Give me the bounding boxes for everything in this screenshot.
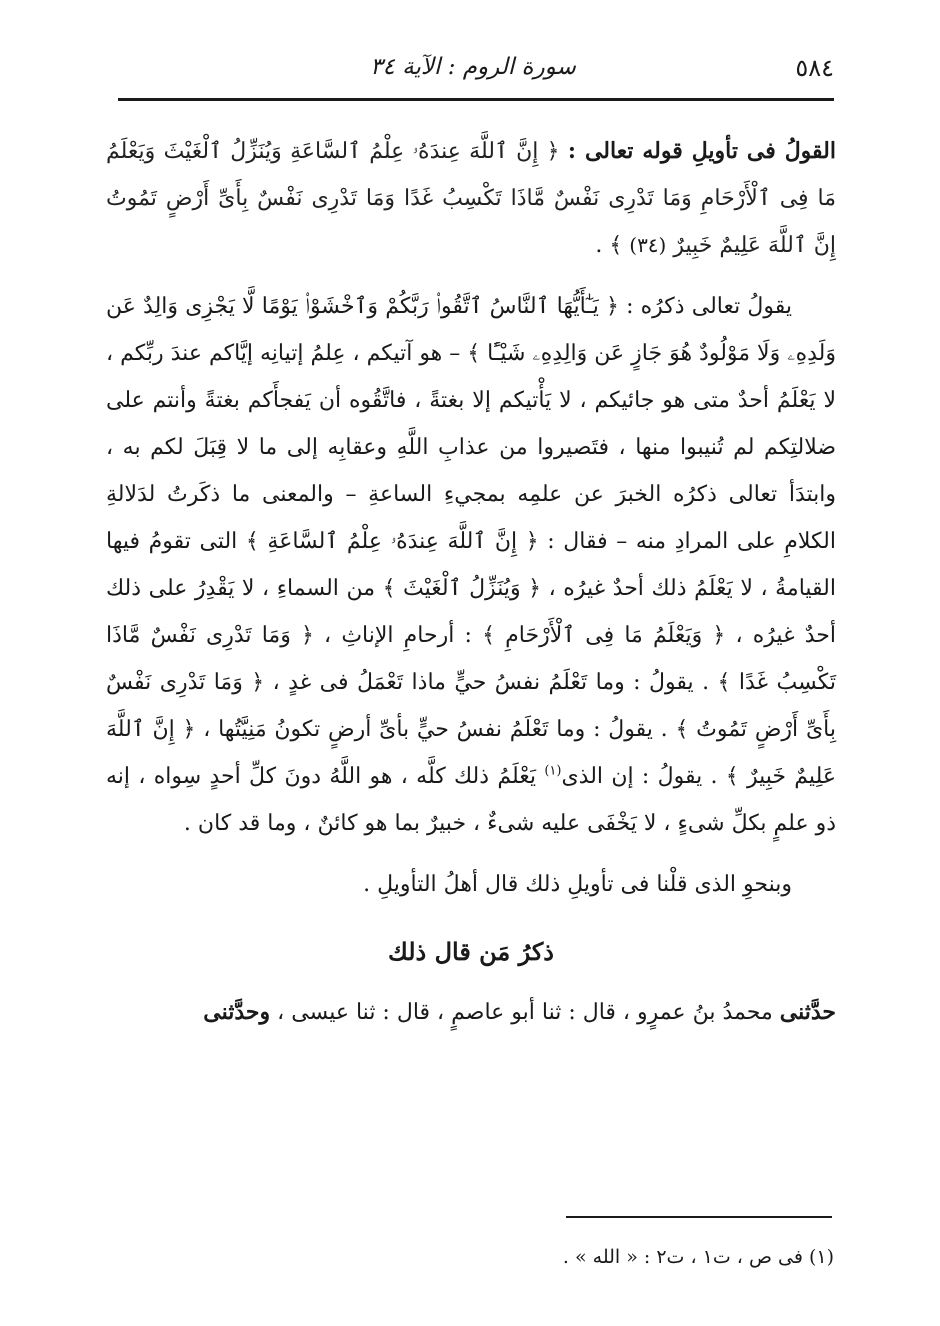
isnad-lead: حدَّثنى <box>779 999 836 1025</box>
commentary-paragraph <box>106 283 836 847</box>
quran-verse: ﴿ إِنَّ ٱللَّهَ عِندَهُۥ عِلْمُ ٱلسَّاعَةِ وَيُنَزِّلُ ٱلْغَيْثَ وَيَعْلَمُ مَا فِى ٱلْأَرْحَامِ وَمَا تَدْرِى نَفْسٌ مَّاذَا تَكْسِبُ غَدًا وَمَا تَدْرِى نَفْسٌ بِأَىِّ أَرْضٍ تَمُوتُ إِنَّ ٱللَّهَ عَلِيمٌ خَبِيرٌ <box>106 139 836 258</box>
body-text <box>106 128 836 1036</box>
footnote-rule <box>566 1216 832 1218</box>
commentary-text-tail: يَعْلَمُ ذلك كلَّه ، هو اللَّهُ دونَ كلِّ أحدٍ سِواه ، إنه ذو علمٍ بكلِّ شىءٍ ، لا يَخْفَى عليه شىءٌ ، خبيرٌ بما هو كائنٌ ، وما قد كان . <box>106 764 836 836</box>
verse-heading-paragraph <box>106 128 836 269</box>
section-heading: ذكرُ مَن قال ذلك <box>388 937 554 966</box>
header-rule <box>118 98 834 101</box>
page-number: ٥٨٤ <box>795 54 834 82</box>
isnad-paragraph <box>106 989 836 1036</box>
page-header <box>112 48 834 88</box>
running-title: سورة الروم : الآية ٣٤ <box>370 54 576 80</box>
isnad-tail: وحدَّثنى <box>203 999 271 1025</box>
verse-close: ﴾ . <box>595 233 623 258</box>
ayah-number: (٣٤) <box>629 233 667 257</box>
footnote-marker: (١) <box>544 763 562 779</box>
commentary-text: يقولُ تعالى ذكرُه : ﴿ يَـٰٓأَيُّهَا ٱلنَّاسُ ٱتَّقُوا۟ رَبَّكُمْ وَٱخْشَوْا۟ يَوْمًا لَّا يَجْزِى وَالِدٌ عَن وَلَدِهِۦ وَلَا مَوْلُودٌ هُوَ جَازٍ عَن وَالِدِهِۦ شَيْـًٔا ﴾ – هو آتيكم ، عِلمُ إتيانِه إيَّاكم عندَ ربِّكم ، لا يَعْلَمُ أحدٌ متى هو جائيكم ، لا يَأْتيكم إلا بغتةً ، فاتَّقُوه أن يَفجأَكم بغتةً وأنتم على ضلالتِكم لم تُنيبوا منها ، فتَصيروا من عذابِ اللَّهِ وعقابِه إلى ما لا قِبَلَ لكم به ، وابتدَأ تعالى ذكرُه الخبرَ عن علمِه بمجيءِ الساعةِ – والمعنى ما ذكَرتُ لدَلالةِ الكلامِ على المرادِ منه – فقال : ﴿ إِنَّ ٱللَّهَ عِندَهُۥ عِلْمُ ٱلسَّاعَةِ ﴾ التى تقومُ فيها القيامةُ ، لا يَعْلَمُ ذلك أحدٌ غيرُه ، ﴿ وَيُنَزِّلُ ٱلْغَيْثَ ﴾ من السماءِ ، لا يَقْدِرُ على ذلك أحدٌ غيرُه ، ﴿ وَيَعْلَمُ مَا فِى ٱلْأَرْحَامِ ﴾ : أرحامِ الإناثِ ، ﴿ وَمَا تَدْرِى نَفْسٌ مَّاذَا تَكْسِبُ غَدًا ﴾ . يقولُ : وما تَعْلَمُ نفسُ حيٍّ ماذا تَعْمَلُ فى غدٍ ، ﴿ وَمَا تَدْرِى نَفْسٌ بِأَىِّ أَرْضٍ تَمُوتُ ﴾ . يقولُ : وما تَعْلَمُ نفسُ حيٍّ بأىِّ أرضٍ تكونُ مَنِيَّتُها ، ﴿ إِنَّ ٱللَّهَ عَلِيمٌ خَبِيرٌ ﴾ . يقولُ : إن الذى <box>106 294 836 789</box>
isnad-text: محمدُ بنُ عمرٍو ، قال : ثنا أبو عاصمٍ ، قال : ثنا عيسى ، <box>277 1000 773 1025</box>
footnote: (١) فى ص ، ت١ ، ت٢ : « الله » . <box>562 1246 834 1268</box>
interpretation-paragraph: وبنحوِ الذى قلْنا فى تأويلِ ذلك قال أهلُ التأويلِ . <box>363 872 792 897</box>
heading-label: القولُ فى تأويلِ قوله تعالى : <box>567 138 836 164</box>
